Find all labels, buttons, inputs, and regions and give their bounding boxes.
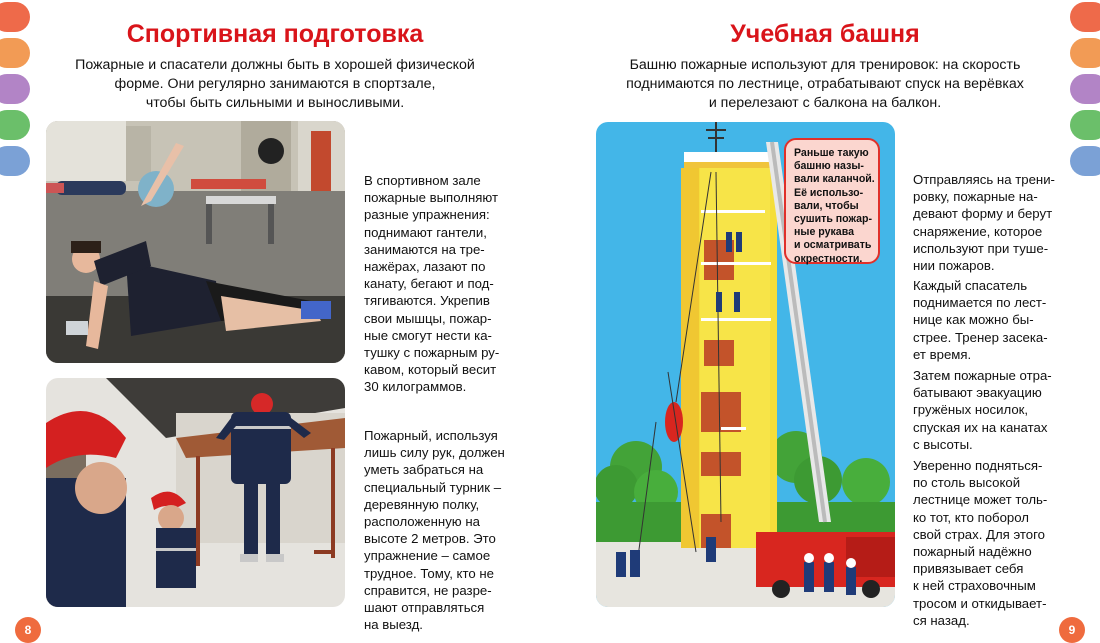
text-line: Пожарный, используя: [364, 428, 498, 443]
text-line: нице как можно бы-: [913, 312, 1034, 328]
callout-line: вали каланчой.: [794, 173, 875, 186]
callout-line: ные рукава: [794, 226, 854, 239]
intro-line: чтобы быть сильными и выносливыми.: [145, 95, 405, 111]
text-line: свои мышцы, пожар-: [364, 310, 492, 326]
text-line: Каждый спасатель: [913, 278, 1028, 293]
text-line: упражнение – самое: [364, 548, 491, 564]
tower-paragraph-3: [913, 367, 1052, 453]
text-line: трудное. Тому, кто не: [364, 565, 494, 581]
text-line: деревянную полку,: [364, 496, 480, 512]
text-line: высоте 2 метров. Это: [364, 531, 496, 547]
text-line: нажёрах, лазают по: [364, 259, 486, 275]
text-line: с высоты.: [913, 436, 973, 452]
callout-line: сушить пожар-: [794, 213, 873, 226]
text-line: привязывает себя: [913, 561, 1024, 577]
intro-line: поднимаются по лестнице, отрабатывают спуск на верёвках: [626, 76, 1024, 92]
text-line: ровку, пожарные на-: [913, 189, 1038, 205]
text-line: лишь силу рук, должен: [364, 445, 505, 461]
text-line: снаряжение, которое: [913, 223, 1043, 239]
right-tab-orange: [1070, 38, 1100, 68]
callout-line: вали, чтобы: [794, 199, 859, 212]
tower-history-callout: [784, 138, 880, 264]
text-line: специальный турник –: [364, 479, 502, 495]
text-line: тягиваются. Укрепив: [364, 293, 490, 309]
text-line: к ней страховочным: [913, 578, 1036, 594]
text-line: свой страх. Для этого: [913, 526, 1045, 542]
right-tab-blue: [1070, 146, 1100, 176]
text-line: на выезд.: [364, 617, 423, 633]
text-line: спуская их на канатах: [913, 419, 1048, 435]
text-line: Затем пожарные отра-: [913, 368, 1052, 383]
text-line: уметь забраться на: [364, 462, 484, 478]
text-line: ные смогут нести ка-: [364, 327, 492, 343]
intro-line: Пожарные и спасатели должны быть в хорошей физической: [75, 57, 475, 73]
callout-line: башню назы-: [794, 160, 864, 173]
text-line: поднимают гантели,: [364, 224, 487, 240]
text-line: ся назад.: [913, 612, 970, 628]
tower-paragraph-4: [913, 457, 1047, 629]
text-line: шают отправляться: [364, 600, 485, 616]
text-line: лестнице может толь-: [913, 492, 1048, 508]
text-line: кавом, который весит: [364, 362, 497, 378]
text-line: по столь высокой: [913, 475, 1021, 491]
text-line: Уверенно подняться-: [913, 458, 1043, 473]
left-tab-green: [0, 110, 30, 140]
right-tab-red: [1070, 2, 1100, 32]
text-line: расположенную на: [364, 514, 480, 530]
right-page-intro: [590, 56, 1060, 113]
right-tab-purple: [1070, 74, 1100, 104]
right-page-title: Учебная башня: [730, 20, 920, 48]
text-line: батывают эвакуацию: [913, 385, 1042, 401]
pullup-photo: [46, 378, 345, 607]
gym-description: [364, 172, 499, 396]
text-line: девают форму и берут: [913, 206, 1053, 222]
text-line: тушку с пожарным ру-: [364, 345, 500, 361]
left-tab-blue: [0, 146, 30, 176]
pullup-description: [364, 427, 505, 633]
text-line: поднимается по лест-: [913, 295, 1047, 311]
gym-photo: [46, 121, 345, 363]
tower-paragraph-1: [913, 171, 1055, 274]
left-tab-red: [0, 2, 30, 32]
text-line: пожарный надёжно: [913, 544, 1032, 560]
text-line: гружёных носилок,: [913, 402, 1029, 418]
text-line: стрее. Тренер засека-: [913, 329, 1048, 345]
text-line: тросом и откидывает-: [913, 595, 1047, 611]
callout-line: и осматривать: [794, 239, 872, 252]
text-line: разные упражнения:: [364, 207, 490, 223]
text-line: занимаются на тре-: [364, 241, 485, 257]
intro-line: форме. Они регулярно занимаются в спортзале,: [114, 76, 436, 92]
text-line: справится, не разре-: [364, 582, 492, 598]
text-line: канату, бегают и под-: [364, 276, 494, 292]
intro-line: и перелезают с балкона на балкон.: [708, 95, 942, 111]
callout-line: Раньше такую: [794, 147, 869, 159]
text-line: используют при туше-: [913, 240, 1049, 256]
tower-paragraph-2: [913, 277, 1048, 363]
intro-line: Башню пожарные используют для тренировок: на скорость: [629, 57, 1021, 73]
left-page-title: Спортивная подготовка: [126, 20, 424, 48]
page-number-right: 9: [1059, 617, 1085, 643]
page-number-left: 8: [15, 617, 41, 643]
text-line: ко тот, кто поборол: [913, 509, 1030, 525]
text-line: В спортивном зале: [364, 173, 481, 188]
text-line: пожарные выполняют: [364, 190, 499, 206]
left-tab-purple: [0, 74, 30, 104]
text-line: нии пожаров.: [913, 258, 995, 274]
left-tab-orange: [0, 38, 30, 68]
text-line: ет время.: [913, 346, 972, 362]
left-page-intro: [40, 56, 510, 113]
callout-line: окрестности.: [794, 252, 863, 265]
text-line: Отправляясь на трени-: [913, 172, 1055, 187]
text-line: 30 килограммов.: [364, 379, 467, 395]
right-tab-green: [1070, 110, 1100, 140]
callout-line: Её использо-: [794, 186, 864, 199]
